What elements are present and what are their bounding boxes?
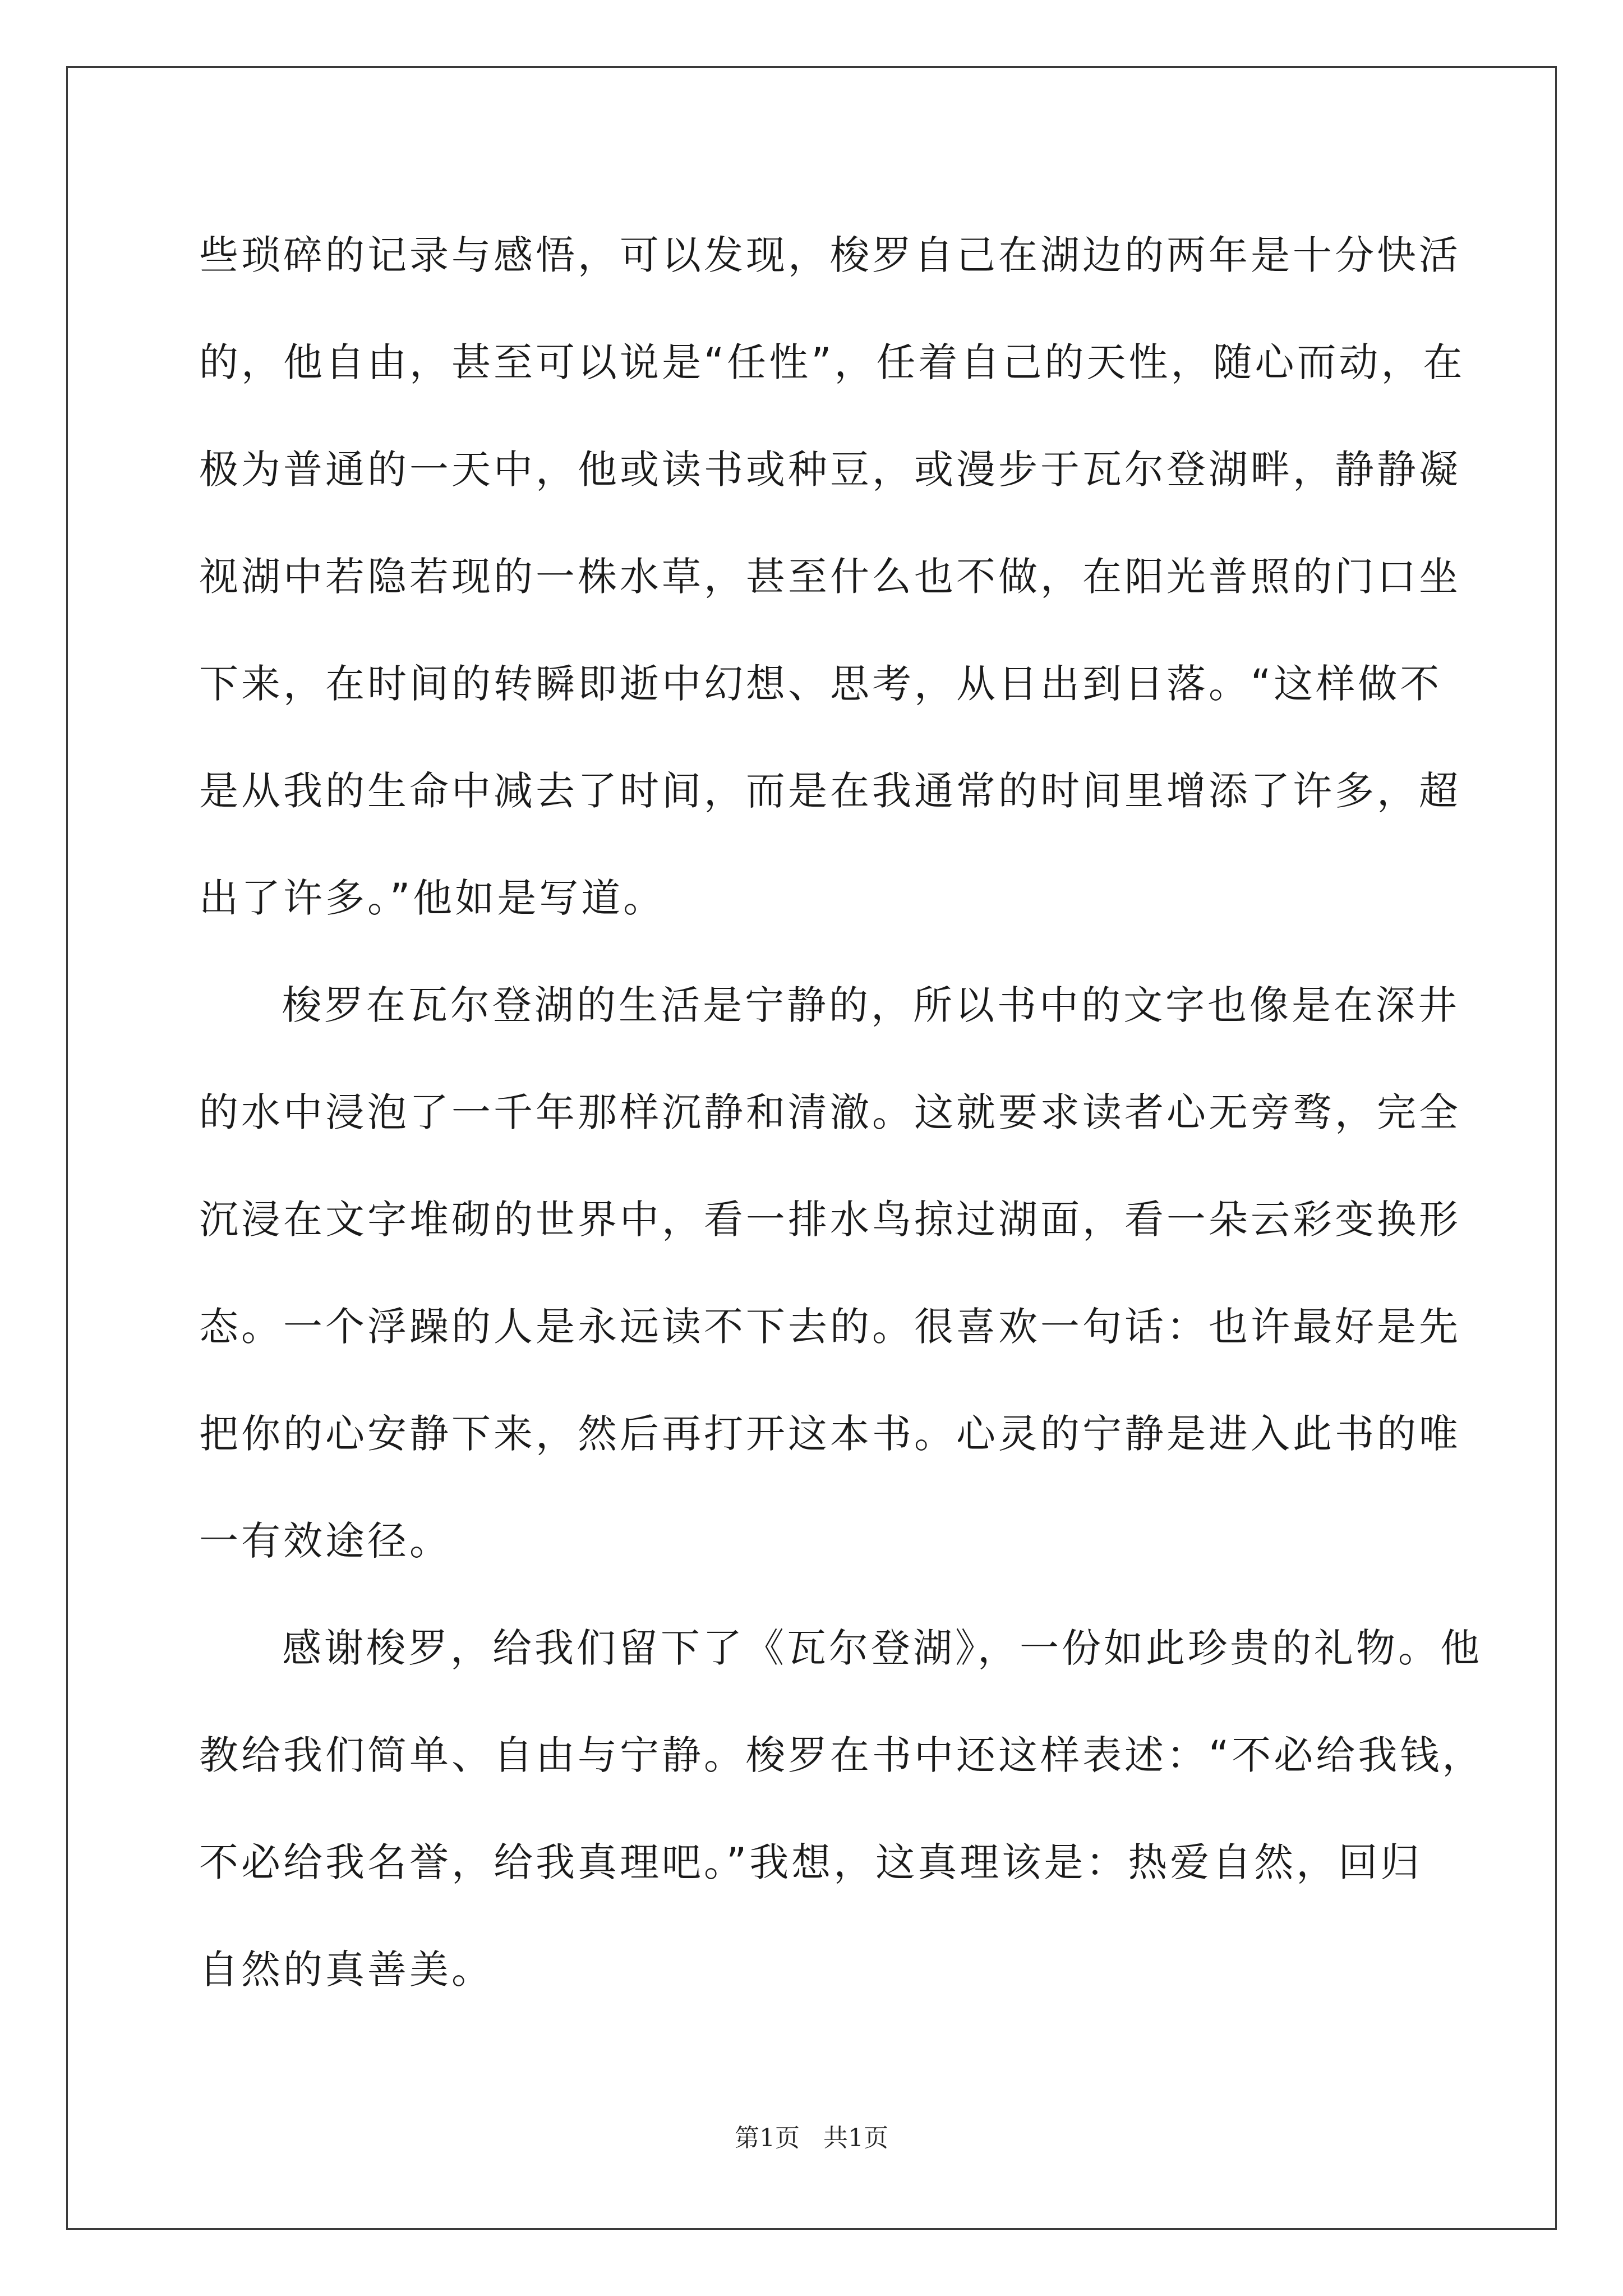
paragraph-3-line-4: 自然的真善美。 <box>199 1947 494 1993</box>
paragraph-3-line-3: 不必给我名誉，给我真理吧。”我想，这真理该是：热爱自然，回归 <box>199 1839 1423 1885</box>
paragraph-2-line-1: 梭罗在瓦尔登湖的生活是宁静的，所以书中的文字也像是在深井 <box>282 982 1460 1028</box>
paragraph-3-line-2: 教给我们简单、自由与宁静。梭罗在书中还这样表述：“不必给我钱， <box>199 1732 1484 1778</box>
paragraph-2-line-6: 一有效途径。 <box>199 1518 451 1564</box>
paragraph-2-line-2: 的水中浸泡了一千年那样沉静和清澈。这就要求读者心无旁骛，完全 <box>199 1089 1461 1135</box>
paragraph-1-line-5: 下来，在时间的转瞬即逝中幻想、思考，从日出到日落。“这样做不 <box>199 661 1442 707</box>
paragraph-1-line-1: 些琐碎的记录与感悟，可以发现，梭罗自己在湖边的两年是十分快活 <box>199 232 1461 278</box>
paragraph-2-line-5: 把你的心安静下来，然后再打开这本书。心灵的宁静是进入此书的唯 <box>199 1411 1461 1457</box>
paragraph-2-line-4: 态。一个浮躁的人是永远读不下去的。很喜欢一句话：也许最好是先 <box>199 1304 1461 1350</box>
paragraph-1-line-6: 是从我的生命中减去了时间，而是在我通常的时间里增添了许多，超 <box>199 768 1461 814</box>
paragraph-2-line-3: 沉浸在文字堆砌的世界中，看一排水鸟掠过湖面，看一朵云彩变换形 <box>199 1197 1461 1243</box>
paragraph-1-line-2: 的，他自由，甚至可以说是“任性”，任着自己的天性，随心而动，在 <box>199 339 1465 385</box>
document-body <box>199 202 1484 2023</box>
paragraph-1-line-4: 视湖中若隐若现的一株水草，甚至什么也不做，在阳光普照的门口坐 <box>199 554 1461 600</box>
paragraph-1-line-7: 出了许多。”他如是写道。 <box>199 875 666 921</box>
paragraph-3-line-1: 感谢梭罗，给我们留下了《瓦尔登湖》，一份如此珍贵的礼物。他 <box>282 1625 1482 1671</box>
page-footer: 第1页 共1页 <box>735 2124 888 2152</box>
paragraph-1-line-3: 极为普通的一天中，他或读书或种豆，或漫步于瓦尔登湖畔，静静凝 <box>199 447 1461 493</box>
